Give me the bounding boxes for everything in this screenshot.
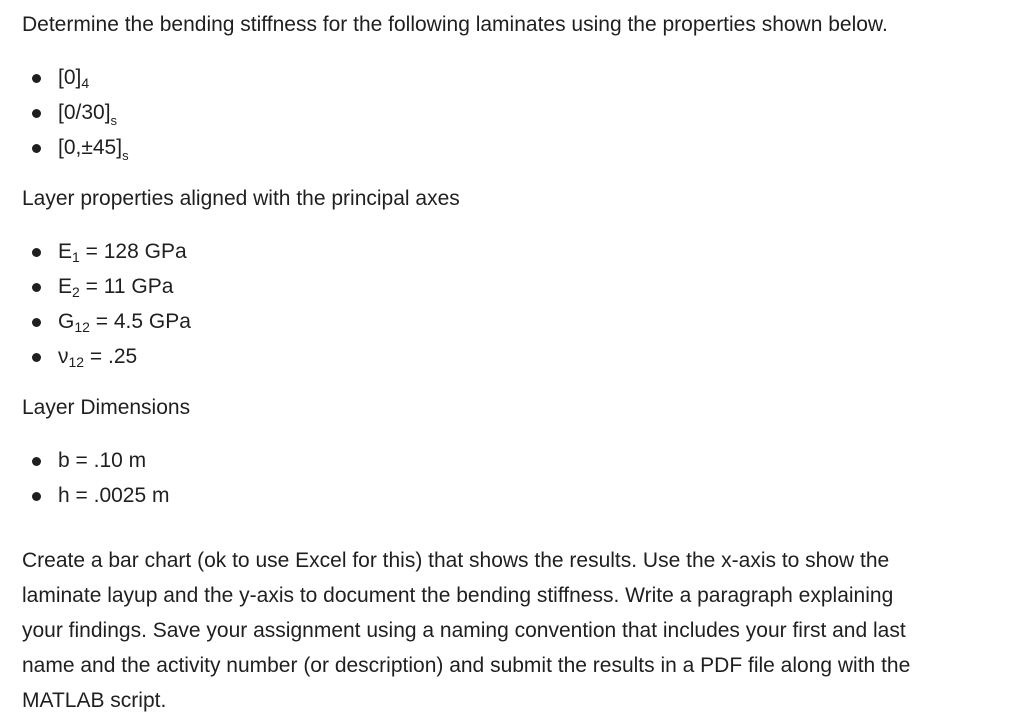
instructions-line: laminate layup and the y-axis to document the bending stiffness. Write a paragraph explaining [22, 584, 894, 607]
properties-heading: Layer properties aligned with the principal axes [22, 187, 460, 210]
property-value: = .25 [89, 345, 138, 368]
laminate-list [22, 60, 1012, 165]
dimension-item: h = .0025 m [22, 478, 1012, 513]
property-value: = 128 GPa [85, 240, 187, 263]
property-item [22, 234, 1012, 269]
laminate-subscript: s [110, 113, 118, 128]
laminate-item [22, 95, 1012, 130]
property-value: = 4.5 GPa [95, 310, 191, 333]
intro-text: Determine the bending stiffness for the following laminates using the properties shown below. [22, 13, 888, 36]
laminate-item [22, 130, 1012, 165]
dimensions-list [22, 443, 1012, 513]
property-subscript: 12 [68, 354, 85, 370]
laminate-layup: [0/30] [58, 101, 111, 124]
instructions-paragraph [22, 543, 1012, 718]
property-symbol: E [58, 240, 73, 263]
instructions-line: your findings. Save your assignment using a naming convention that includes your first and last [22, 619, 906, 642]
property-subscript: 2 [72, 284, 80, 300]
instructions-line: Create a bar chart (ok to use Excel for this) that shows the results. Use the x-axis to show the [22, 549, 890, 572]
property-subscript: 1 [72, 249, 80, 265]
property-item [22, 304, 1012, 339]
property-item [22, 269, 1012, 304]
property-symbol: G [58, 310, 75, 333]
property-symbol: ν [58, 345, 69, 368]
laminate-subscript: s [122, 148, 129, 163]
instructions-line: name and the activity number (or description) and submit the results in a PDF file along with the [22, 654, 911, 677]
laminate-layup: [0,±45] [58, 136, 123, 159]
property-item [22, 339, 1012, 374]
properties-list [22, 234, 1012, 374]
dimension-item: b = .10 m [22, 443, 1012, 478]
property-symbol: E [58, 275, 73, 298]
laminate-subscript: 4 [81, 75, 90, 91]
dimensions-heading: Layer Dimensions [22, 396, 191, 419]
property-subscript: 12 [74, 319, 90, 335]
document [22, 10, 1012, 718]
laminate-item [22, 60, 1012, 95]
instructions-line: MATLAB script. [22, 689, 167, 712]
property-value: = 11 GPa [85, 275, 174, 298]
laminate-layup: [0] [58, 66, 82, 89]
